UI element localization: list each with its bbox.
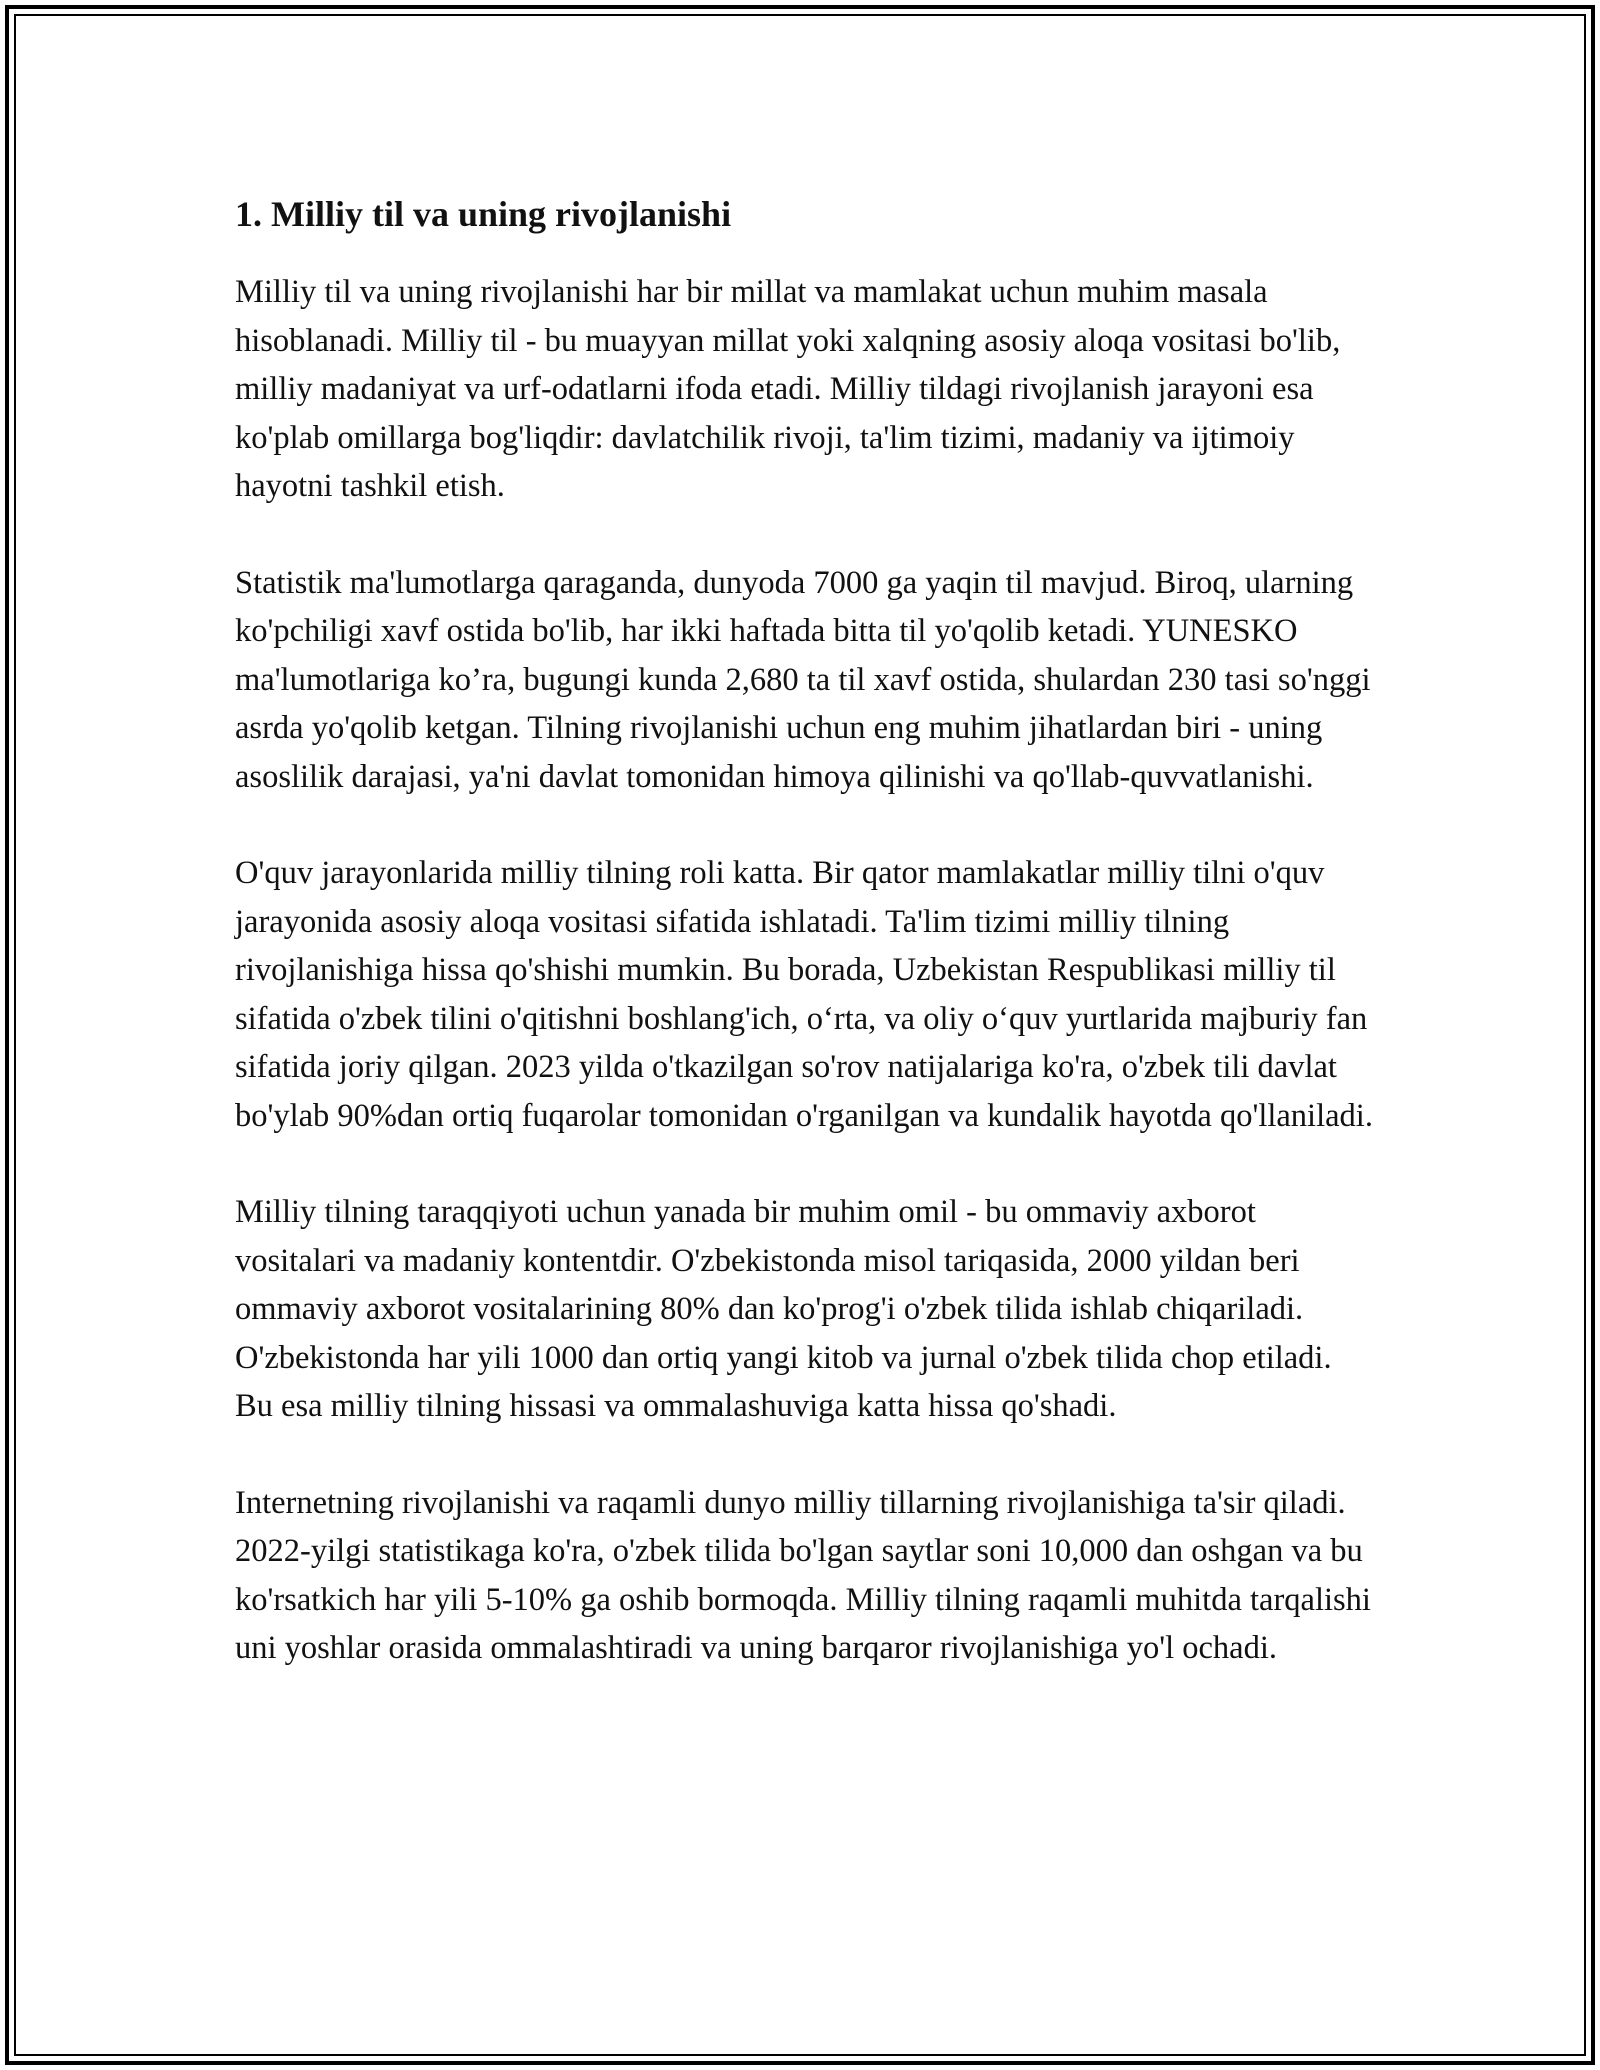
paragraph-3: O'quv jarayonlarida milliy tilning roli katta. Bir qator mamlakatlar milliy tilni o'quv jarayonida asosiy aloqa vositasi sifatida ishlatadi. Ta'lim tizimi milliy tilning rivojlanishiga hissa qo'shishi mumkin. Bu borada, Uzbekistan Respublikasi milliy til sifatida o'zbek tilini o'qitishni boshlang'ich, o‘rta, va oliy o‘quv yurtlarida majburiy fan sifatida joriy qilgan. 2023 yilda o'tkazilgan so'rov natijalariga ko'ra, o'zbek tili davlat bo'ylab 90%dan ortiq fuqarolar tomonidan o'rganilgan va kundalik hayotda qo'llaniladi. <box>235 855 1373 1134</box>
paragraph-1: Milliy til va uning rivojlanishi har bir millat va mamlakat uchun muhim masala hisoblanadi. Milliy til - bu muayyan millat yoki xalqning asosiy aloqa vositasi bo'lib, milliy madaniyat va urf-odatlarni ifoda etadi. Milliy tildagi rivojlanish jarayoni esa ko'plab omillarga bog'liqdir: davlatchilik rivoji, ta'lim tizimi, madaniy va ijtimoiy hayotni tashkil etish. <box>235 274 1341 504</box>
paragraph-4: Milliy tilning taraqqiyoti uchun yanada bir muhim omil - bu ommaviy axborot vositalari va madaniy kontentdir. O'zbekistonda misol tariqasida, 2000 yildan beri ommaviy axborot vositalarining 80% dan ko'prog'i o'zbek tilida ishlab chiqariladi. O'zbekistonda har yili 1000 dan ortiq yangi kitob va jurnal o'zbek tilida chop etiladi. Bu esa milliy tilning hissasi va ommalashuviga katta hissa qo'shadi. <box>235 1194 1332 1424</box>
document-body <box>235 186 1375 1721</box>
section-heading: 1. Milliy til va uning rivojlanishi <box>235 194 732 234</box>
paragraph-2: Statistik ma'lumotlarga qaraganda, dunyoda 7000 ga yaqin til mavjud. Biroq, ularning ko'pchiligi xavf ostida bo'lib, har ikki haftada bitta til yo'qolib ketadi. YUNESKO ma'lumotlariga ko’ra, bugungi kunda 2,680 ta til xavf ostida, shulardan 230 tasi so'nggi asrda yo'qolib ketgan. Tilning rivojlanishi uchun eng muhim jihatlardan biri - uning asoslilik darajasi, ya'ni davlat tomonidan himoya qilinishi va qo'llab-quvvatlanishi. <box>235 564 1371 795</box>
paragraph-5: Internetning rivojlanishi va raqamli dunyo milliy tillarning rivojlanishiga ta'sir qiladi. 2022-yilgi statistikaga ko'ra, o'zbek tilida bo'lgan saytlar soni 10,000 dan oshgan va bu ko'rsatkich har yili 5-10% ga oshib bormoqda. Milliy tilning raqamli muhitda tarqalishi uni yoshlar orasida ommalashtiradi va uning barqaror rivojlanishiga yo'l ochadi. <box>235 1484 1371 1666</box>
